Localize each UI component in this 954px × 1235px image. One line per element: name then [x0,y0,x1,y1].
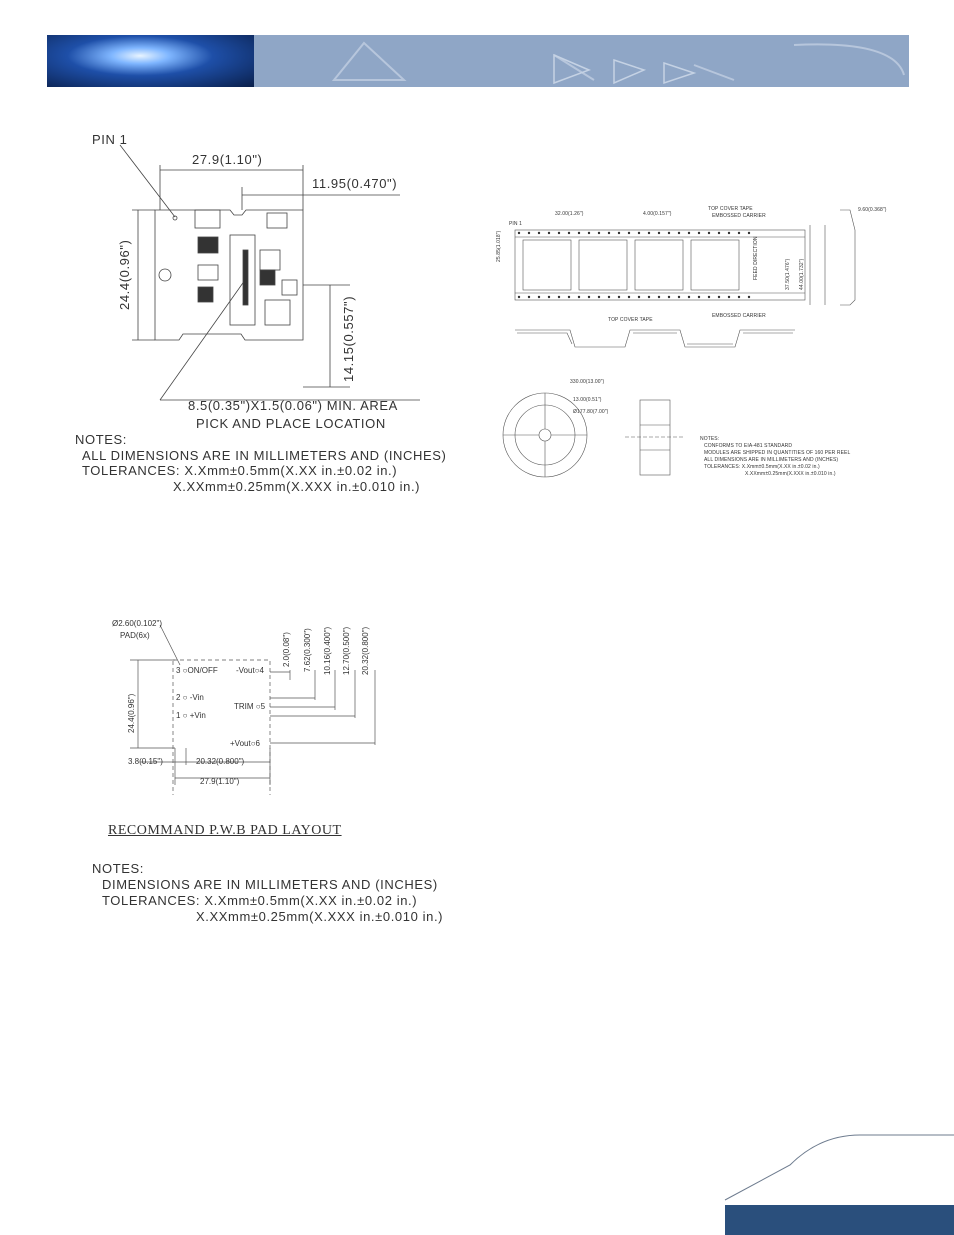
fig3-pad: Ø2.60(0.102") [112,619,162,628]
fig1-pick-offset: 14.15(0.557") [341,295,356,382]
fig2-top-cover: TOP COVER TAPE [708,206,753,212]
fig1-notes-title: NOTES: [75,432,127,447]
fig2-w1: 37.50(1.476") [785,258,791,290]
fig3-p3: 3 ○ON/OFF [176,666,218,675]
fig2-n4: TOLERANCES: X.Xmm±0.5mm(X.XX in.±0.02 in.) [704,464,820,470]
fig2-feed: FEED DIRECTION [753,236,759,280]
fig2-hub1: 13.00(0.51") [573,397,602,403]
fig2-n3: ALL DIMENSIONS ARE IN MILLIMETERS AND (INCHES) [704,457,839,463]
fig2-emb2: EMBOSSED CARRIER [712,313,766,319]
fig2-hub2: Ø177.80(7.00") [573,409,609,415]
fig1-offset: 11.95(0.470") [312,176,398,191]
fig3-note1: DIMENSIONS ARE IN MILLIMETERS AND (INCHES) [102,877,438,892]
fig3-note2: TOLERANCES: X.Xmm±0.5mm(X.XX in.±0.02 in.) [102,893,418,908]
fig1-note3: X.XXmm±0.25mm(X.XXX in.±0.010 in.) [173,479,421,494]
fig3-d1: 2.0(0.08") [282,632,291,667]
fig2-reel-d: 330.00(13.00") [570,379,605,385]
footer-swoosh [720,1130,954,1235]
fig2-thick: 9.60(0.368") [858,207,887,213]
fig1-width: 27.9(1.10") [192,152,263,167]
fig2-pitch: 32.00(1.26") [555,211,584,217]
fig2-w2: 44.00(1.732") [799,258,805,290]
fig3-p5: TRIM ○5 [234,702,266,711]
fig3-height: 24.4(0.96") [127,693,136,733]
fig3-d5: 20.32(0.800") [361,626,370,675]
fig3-p2: 2 ○ -Vin [176,693,204,702]
fig3-width: 27.9(1.10") [200,777,240,786]
fig3-d4: 12.70(0.500") [342,626,351,675]
fig2-n5: X.XXmm±0.25mm(X.XXX in.±0.010 in.) [745,471,836,477]
fig1-note2: TOLERANCES: X.Xmm±0.5mm(X.XX in.±0.02 in.) [82,463,398,478]
fig3-mid: 20.32(0.800") [196,757,245,766]
fig2-hole: 4.00(0.157") [643,211,672,217]
fig1-pin1: PIN 1 [92,132,128,147]
fig2-pin1: PIN 1 [509,221,523,227]
fig3-d2: 7.62(0.300") [303,628,312,672]
fig3-note3: X.XXmm±0.25mm(X.XXX in.±0.010 in.) [196,909,444,924]
fig2-n1: CONFORMS TO EIA-481 STANDARD [704,443,793,449]
fig3-p1: 1 ○ +Vin [176,711,206,720]
fig1-note1: ALL DIMENSIONS ARE IN MILLIMETERS AND (INCHES) [82,448,447,463]
fig2-n2: MODULES ARE SHIPPED IN QUANTITIES OF 160 PER REEL [704,450,851,456]
fig1-area: 8.5(0.35")X1.5(0.06") MIN. AREA [188,398,398,413]
fig2-top-cover2: TOP COVER TAPE [608,317,653,323]
header-photo [47,35,254,87]
fig2-emb: EMBOSSED CARRIER [712,213,766,219]
fig3-notes-title: NOTES: [92,861,144,876]
header-banner [47,35,909,87]
fig1-height: 24.4(0.96") [117,239,132,310]
fig3-d3: 10.16(0.400") [323,626,332,675]
fig3-left: 3.8(0.15") [128,757,163,766]
fig2-notes-title: NOTES: [700,436,720,442]
fig3-p6: +Vout○6 [230,739,260,748]
fig3-p4: -Vout○4 [236,666,264,675]
fig1-area2: PICK AND PLACE LOCATION [196,416,386,431]
header-watermark [254,35,909,87]
fig3-pad2: PAD(6x) [120,631,150,640]
fig2-left-dim: 25.85(1.018") [496,230,502,262]
fig3-title: RECOMMAND P.W.B PAD LAYOUT [108,823,342,838]
